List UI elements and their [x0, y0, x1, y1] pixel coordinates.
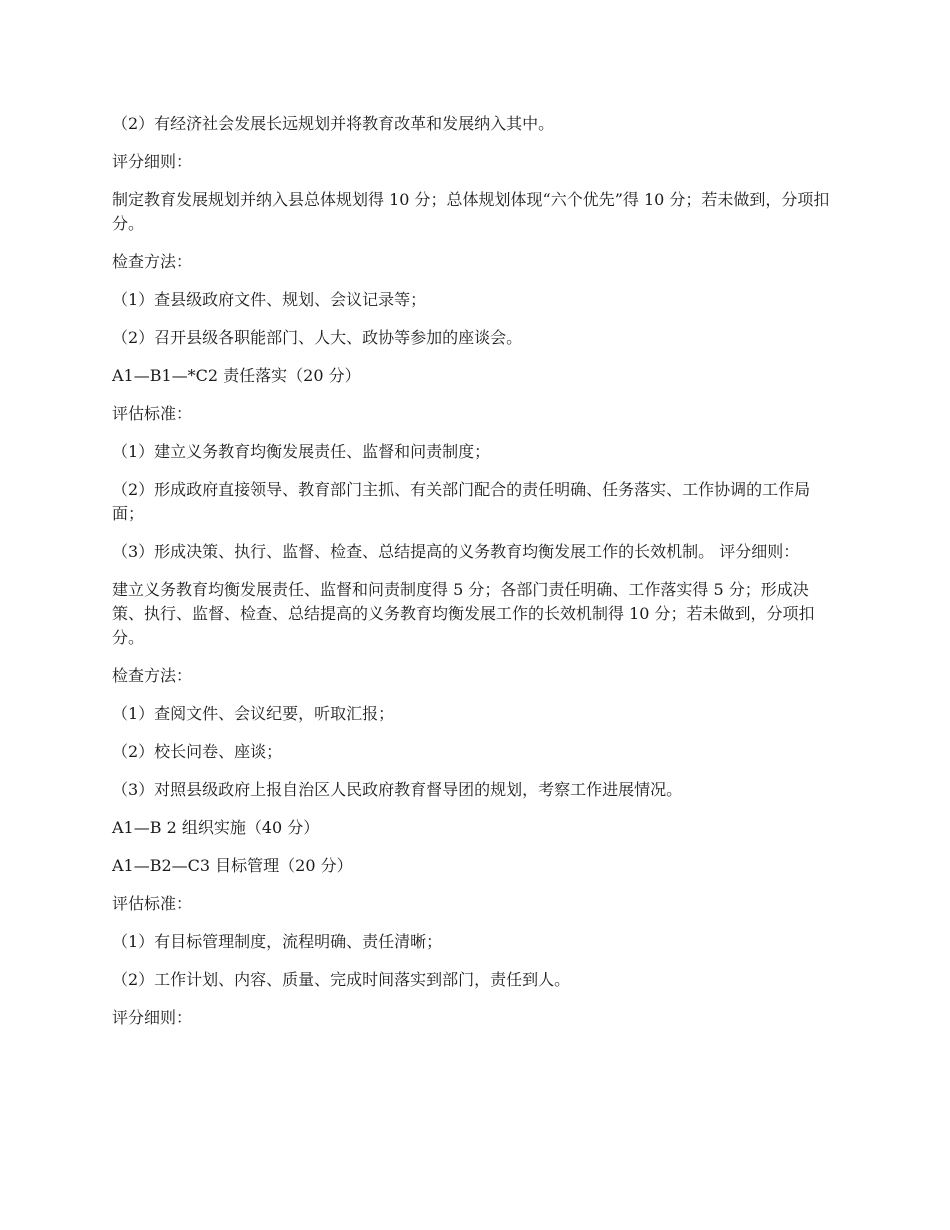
paragraph-20: （1）有目标管理制度，流程明确、责任清晰；: [112, 932, 443, 951]
paragraph-15: （2）校长问卷、座谈；: [112, 742, 283, 761]
paragraph-5: （1）查县级政府文件、规划、会议记录等；: [112, 290, 427, 309]
paragraph-6: （2）召开县级各职能部门、人大、政协等参加的座谈会。: [112, 328, 523, 347]
paragraph-11: （3）形成决策、执行、监督、检查、总结提高的义务教育均衡发展工作的长效机制。 评分细则：: [112, 542, 800, 561]
paragraph-16: （3）对照县级政府上报自治区人民政府教育督导团的规划，考察工作进展情况。: [112, 780, 683, 799]
paragraph-8: 评估标准：: [112, 404, 193, 423]
paragraph-1: （2）有经济社会发展长远规划并将教育改革和发展纳入其中。: [112, 114, 555, 133]
paragraph-13: 检查方法：: [112, 666, 193, 685]
paragraph-4: 检查方法：: [112, 252, 193, 271]
document-body: [112, 112, 838, 1044]
paragraph-12: 建立义务教育均衡发展责任、监督和问责制度得 5 分；各部门责任明确、工作落实得 5 分；形成决策、执行、监督、检查、总结提高的义务教育均衡发展工作的长效机制得 10 分；若未做到，分项扣分。: [112, 580, 815, 647]
paragraph-19: 评估标准：: [112, 894, 193, 913]
paragraph-3: 制定教育发展规划并纳入县总体规划得 10 分；总体规划体现“六个优先”得 10 分；若未做到，分项扣分。: [112, 190, 830, 233]
paragraph-14: （1）查阅文件、会议纪要，听取汇报；: [112, 704, 395, 723]
paragraph-21: （2）工作计划、内容、质量、完成时间落实到部门，责任到人。: [112, 970, 571, 989]
paragraph-10: （2）形成政府直接领导、教育部门主抓、有关部门配合的责任明确、任务落实、工作协调的工作局面；: [112, 480, 811, 523]
paragraph-18: A1—B2—C3 目标管理（20 分）: [112, 856, 353, 875]
paragraph-17: A1—B 2 组织实施（40 分）: [112, 818, 320, 837]
paragraph-2: 评分细则：: [112, 152, 193, 171]
paragraph-7: A1—B1—*C2 责任落实（20 分）: [112, 366, 361, 385]
paragraph-22: 评分细则：: [112, 1008, 193, 1027]
paragraph-9: （1）建立义务教育均衡发展责任、监督和问责制度；: [112, 442, 491, 461]
